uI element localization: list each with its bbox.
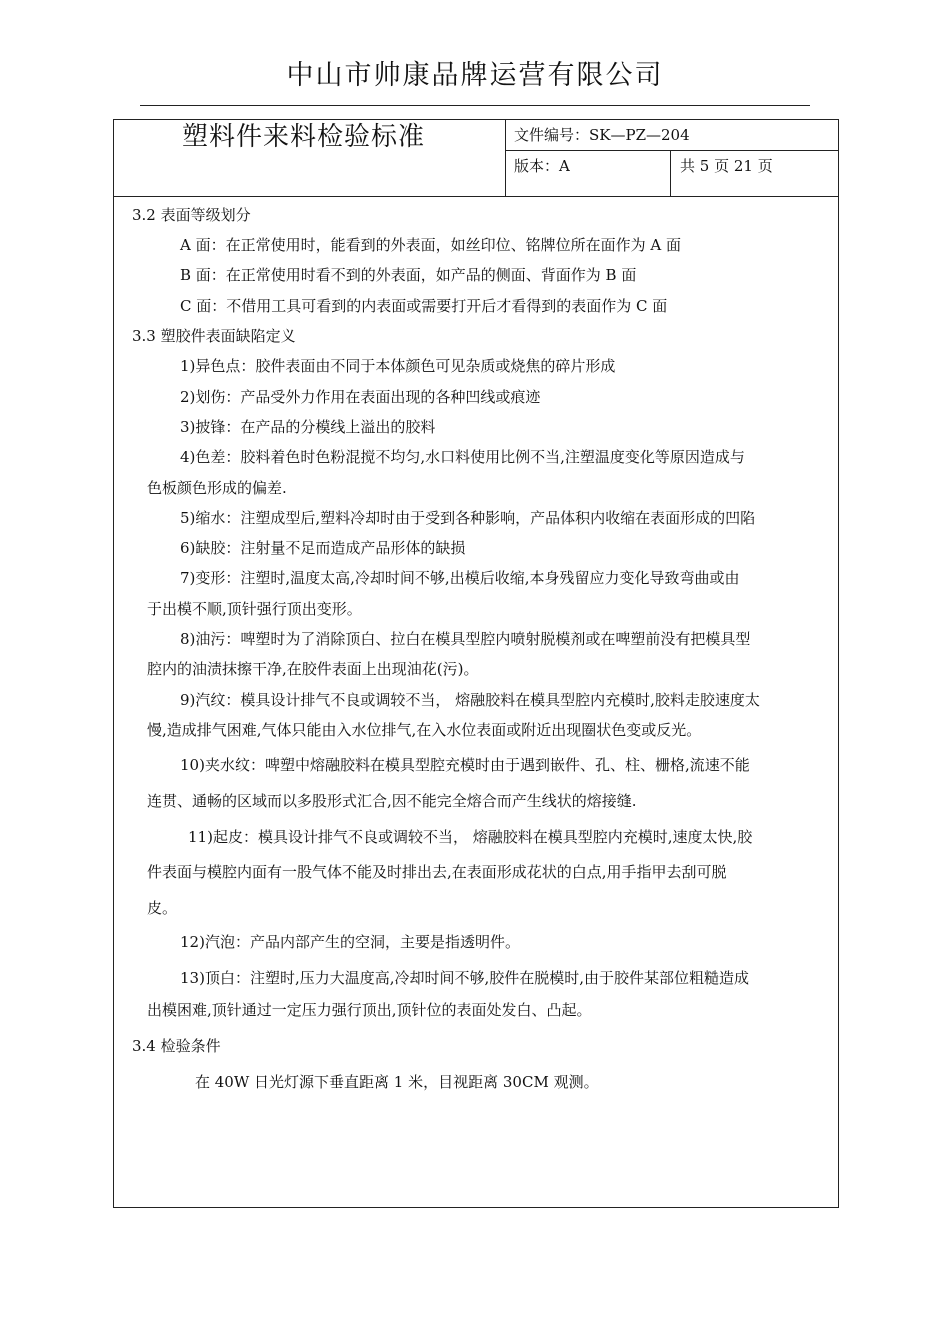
text-line: 出模困难,顶针通过一定压力强行顶出,顶针位的表面处发白、凸起。 — [147, 1001, 592, 1019]
text-line: 在 40W 日光灯源下垂直距离 1 米，目视距离 30CM 观测。 — [195, 1073, 599, 1091]
text-line: 11)起皮：模具设计排气不良或调较不当， 熔融胶料在模具型腔内充模时,速度太快,胶 — [188, 828, 753, 846]
header-divider — [505, 120, 506, 196]
text-line: 皮。 — [147, 899, 178, 917]
section-heading: 3.3 塑胶件表面缺陷定义 — [132, 327, 296, 345]
text-line: 6)缺胶：注射量不足而造成产品形体的缺损 — [180, 539, 466, 557]
text-line: 5)缩水：注塑成型后,塑料冷却时由于受到各种影响，产品体积内收缩在表面形成的凹陷 — [180, 509, 756, 527]
text-line: 于出模不顺,顶针强行顶出变形。 — [147, 600, 362, 618]
company-underline — [140, 105, 810, 106]
page-count: 共 5 页 21 页 — [680, 157, 773, 175]
text-line: 色板颜色形成的偏差. — [147, 479, 287, 497]
header-divider — [505, 150, 839, 151]
document-version: 版本：A — [514, 157, 570, 175]
text-line: 10)夹水纹：啤塑中熔融胶料在模具型腔充模时由于遇到嵌件、孔、柱、栅格,流速不能 — [180, 756, 750, 774]
document-number: 文件编号：SK—PZ—204 — [514, 126, 690, 144]
document-frame — [113, 119, 839, 1208]
section-heading: 3.2 表面等级划分 — [132, 206, 251, 224]
text-line: C 面：不借用工具可看到的内表面或需要打开后才看得到的表面作为 C 面 — [180, 297, 668, 315]
text-line: 7)变形：注塑时,温度太高,冷却时间不够,出模后收缩,本身残留应力变化导致弯曲或由 — [180, 569, 740, 587]
text-line: 9)汽纹：模具设计排气不良或调较不当， 熔融胶料在模具型腔内充模时,胶料走胶速度太 — [180, 691, 760, 709]
text-line: 4)色差：胶料着色时色粉混搅不均匀,水口料使用比例不当,注塑温度变化等原因造成与 — [180, 448, 745, 466]
text-line: 3)披锋：在产品的分模线上溢出的胶料 — [180, 418, 436, 436]
header-divider — [114, 196, 839, 197]
header-divider — [670, 150, 671, 196]
document-title: 塑料件来料检验标准 — [182, 122, 426, 152]
text-line: 2)划伤：产品受外力作用在表面出现的各种凹线或痕迹 — [180, 388, 541, 406]
text-line: 件表面与模腔内面有一股气体不能及时排出去,在表面形成花状的白点,用手指甲去刮可脱 — [147, 863, 727, 881]
text-line: 连贯、通畅的区域而以多股形式汇合,因不能完全熔合而产生线状的熔接缝. — [147, 792, 637, 810]
text-line: 1)异色点：胶件表面由不同于本体颜色可见杂质或烧焦的碎片形成 — [180, 357, 616, 375]
text-line: A 面：在正常使用时，能看到的外表面，如丝印位、铭牌位所在面作为 A 面 — [180, 236, 681, 254]
text-line: B 面：在正常使用时看不到的外表面，如产品的侧面、背面作为 B 面 — [180, 266, 637, 284]
text-line: 12)汽泡：产品内部产生的空洞，主要是指透明件。 — [180, 933, 520, 951]
section-heading: 3.4 检验条件 — [132, 1037, 221, 1055]
text-line: 13)顶白：注塑时,压力大温度高,冷却时间不够,胶件在脱模时,由于胶件某部位粗糙造成 — [180, 969, 750, 987]
text-line: 8)油污：啤塑时为了消除顶白、拉白在模具型腔内喷射脱模剂或在啤塑前没有把模具型 — [180, 630, 751, 648]
text-line: 腔内的油渍抹擦干净,在胶件表面上出现油花(污)。 — [147, 660, 479, 678]
text-line: 慢,造成排气困难,气体只能由入水位排气,在入水位表面或附近出现圈状色变或反光。 — [147, 721, 702, 739]
company-name: 中山市帅康品牌运营有限公司 — [286, 60, 664, 91]
